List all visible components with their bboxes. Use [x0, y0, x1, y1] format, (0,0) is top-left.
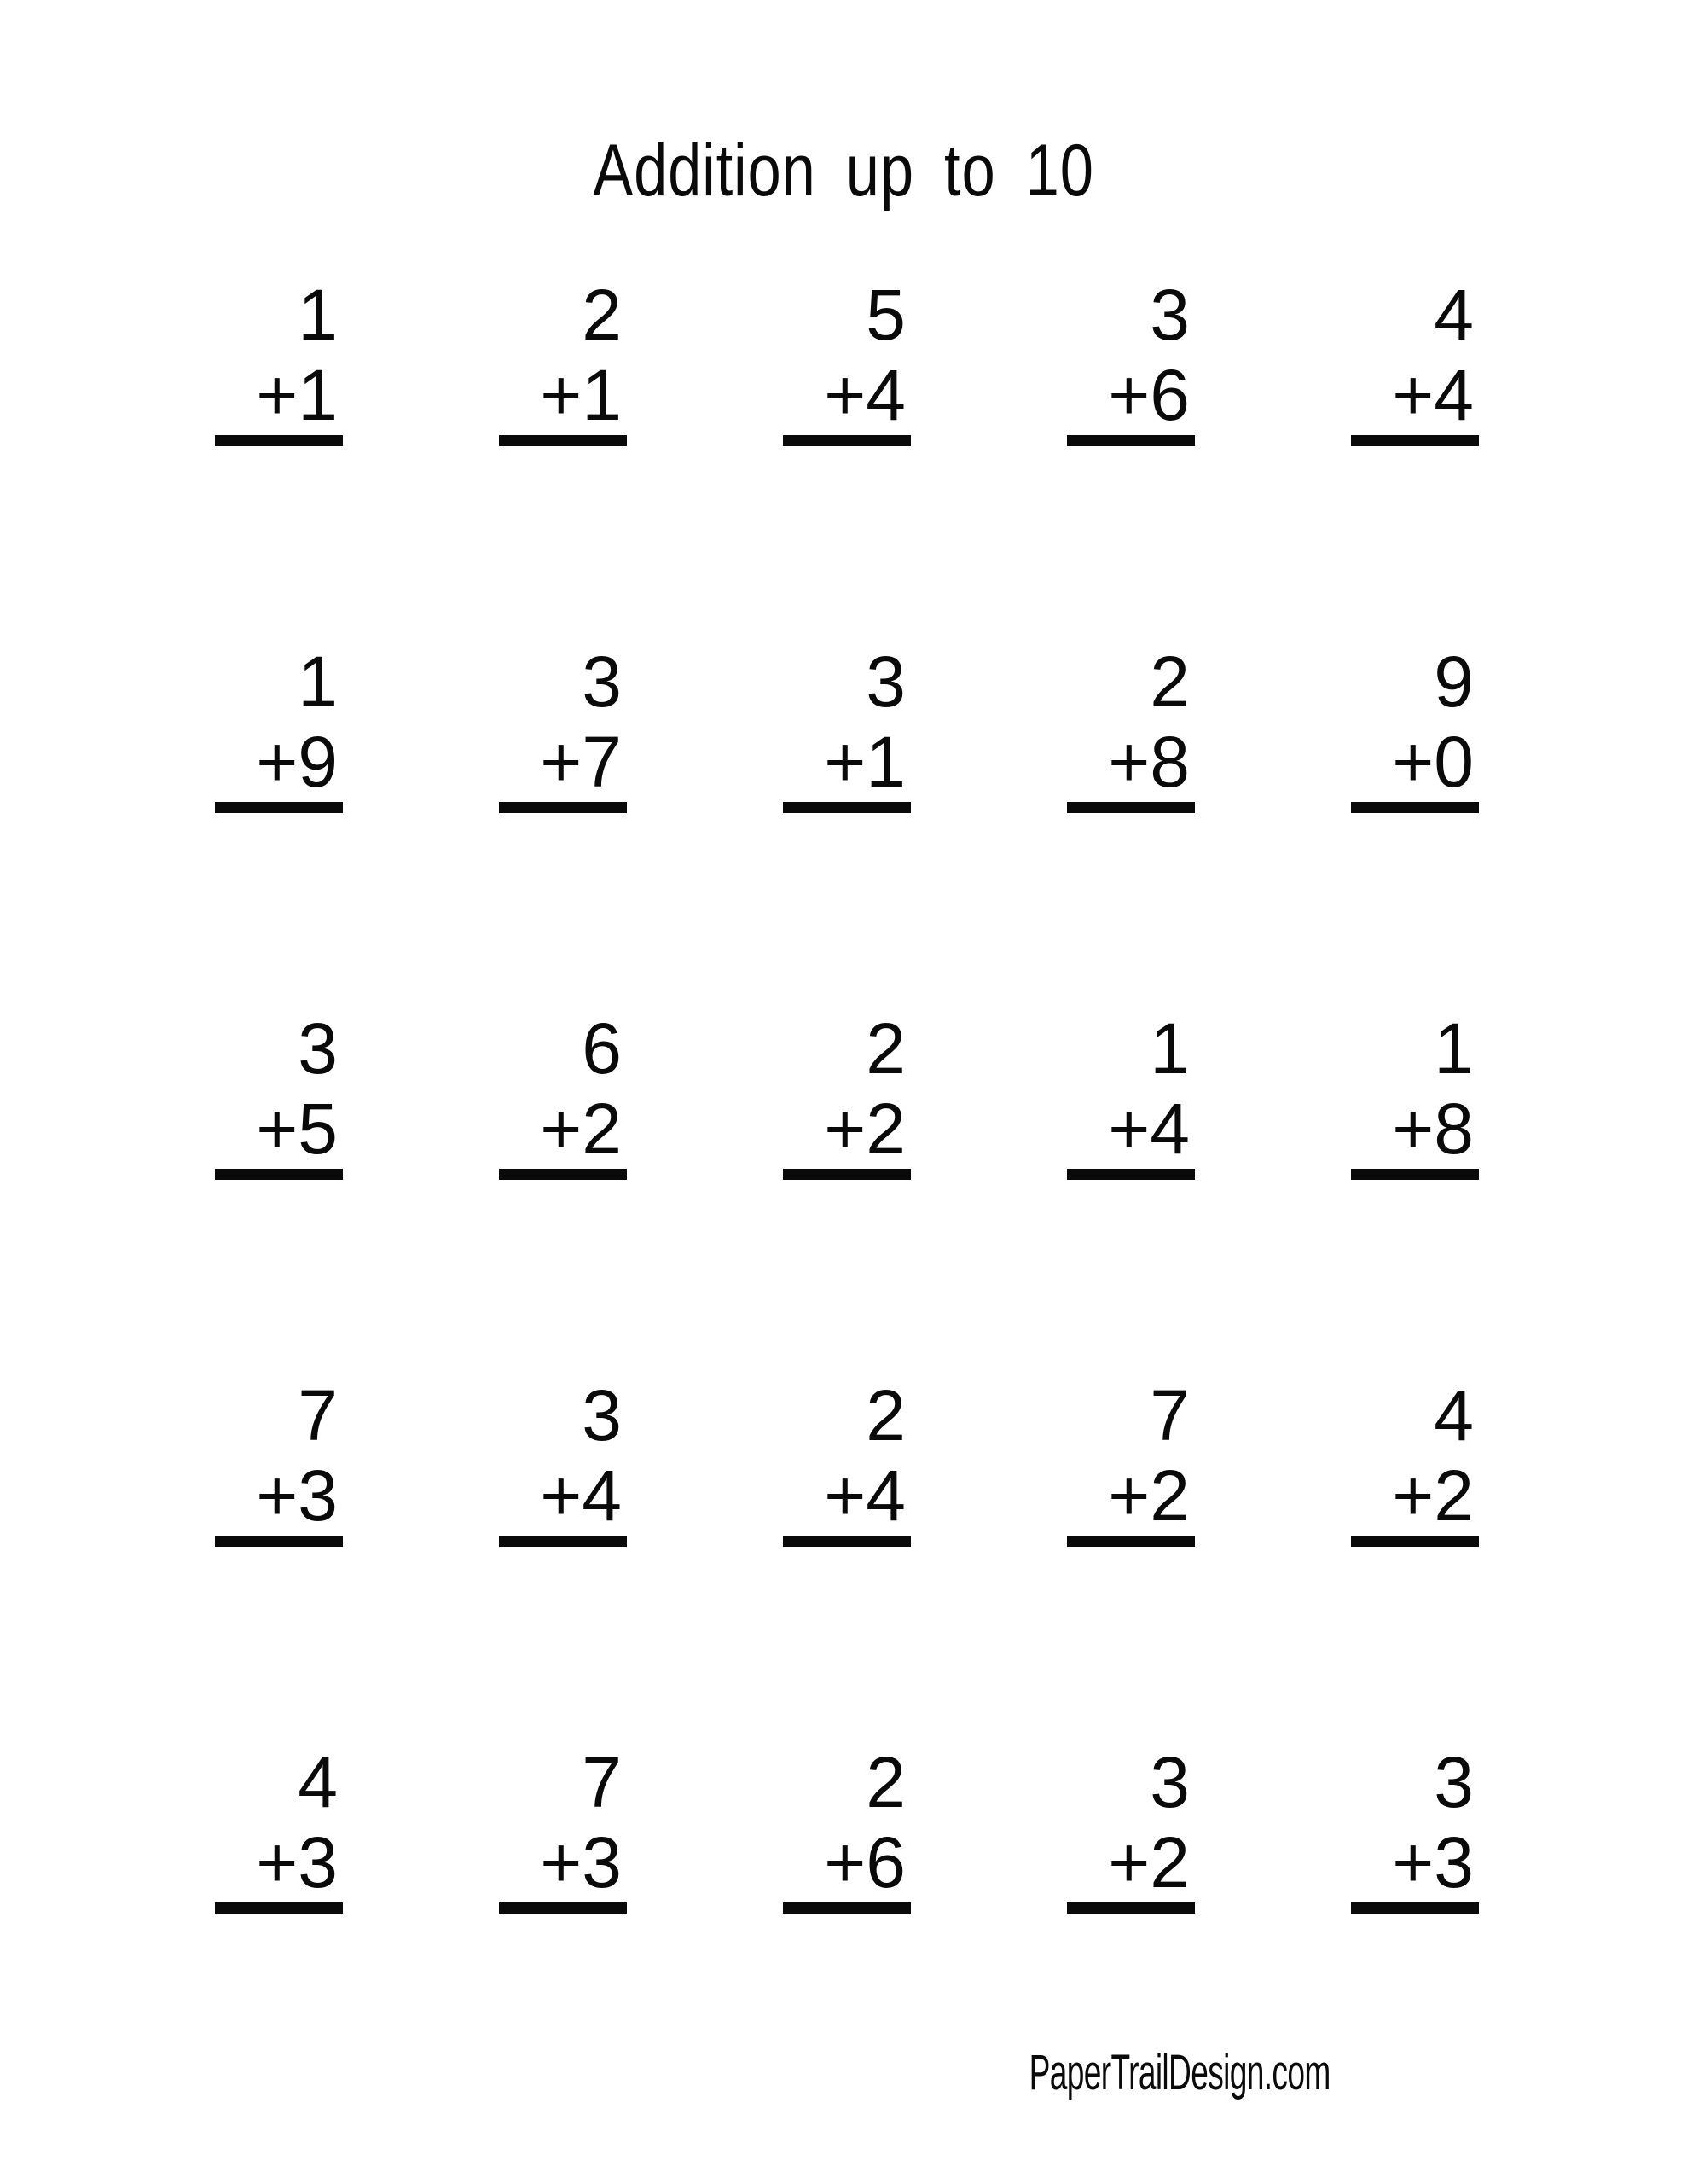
bottom-addend: +2 — [1392, 1455, 1474, 1536]
top-addend: 2 — [866, 1008, 906, 1089]
top-addend: 3 — [298, 1008, 338, 1089]
bottom-addend: +3 — [1392, 1822, 1474, 1902]
bottom-addend: +4 — [1392, 355, 1474, 435]
addition-problem — [499, 1742, 627, 1914]
worksheet-title: Addition up to 10 — [593, 130, 1094, 212]
problems-grid — [215, 275, 1479, 1914]
bottom-addend: +4 — [824, 1455, 906, 1536]
top-addend: 7 — [1150, 1375, 1190, 1455]
addition-problem — [499, 275, 627, 446]
top-addend: 7 — [582, 1742, 622, 1822]
top-addend: 3 — [582, 642, 622, 722]
bottom-addend: +4 — [824, 355, 906, 435]
top-addend: 4 — [1434, 275, 1474, 355]
addition-problem — [215, 1375, 343, 1547]
addition-problem — [783, 1375, 911, 1547]
bottom-addend: +2 — [1108, 1455, 1190, 1536]
addition-problem — [499, 1008, 627, 1180]
top-addend: 3 — [1150, 1742, 1190, 1822]
addition-problem — [1351, 1742, 1479, 1914]
top-addend: 3 — [582, 1375, 622, 1455]
bottom-addend: +2 — [540, 1089, 622, 1169]
top-addend: 7 — [298, 1375, 338, 1455]
bottom-addend: +2 — [1108, 1822, 1190, 1902]
top-addend: 9 — [1434, 642, 1474, 722]
bottom-addend: +3 — [256, 1455, 338, 1536]
addition-problem — [1067, 1375, 1195, 1547]
bottom-addend: +3 — [540, 1822, 622, 1902]
top-addend: 1 — [1150, 1008, 1190, 1089]
top-addend: 1 — [298, 642, 338, 722]
top-addend: 4 — [1434, 1375, 1474, 1455]
addition-problem — [1351, 275, 1479, 446]
addition-problem — [783, 275, 911, 446]
top-addend: 5 — [866, 275, 906, 355]
bottom-addend: +7 — [540, 722, 622, 802]
addition-problem — [499, 642, 627, 813]
addition-problem — [215, 275, 343, 446]
top-addend: 1 — [298, 275, 338, 355]
bottom-addend: +4 — [1108, 1089, 1190, 1169]
addition-problem — [1067, 642, 1195, 813]
bottom-addend: +5 — [256, 1089, 338, 1169]
addition-problem — [1067, 1742, 1195, 1914]
bottom-addend: +1 — [256, 355, 338, 435]
bottom-addend: +8 — [1108, 722, 1190, 802]
top-addend: 2 — [866, 1375, 906, 1455]
bottom-addend: +0 — [1392, 722, 1474, 802]
addition-problem — [215, 1742, 343, 1914]
bottom-addend: +3 — [256, 1822, 338, 1902]
addition-problem — [499, 1375, 627, 1547]
bottom-addend: +1 — [824, 722, 906, 802]
addition-problem — [783, 1008, 911, 1180]
bottom-addend: +9 — [256, 722, 338, 802]
addition-problem — [1351, 1008, 1479, 1180]
top-addend: 2 — [866, 1742, 906, 1822]
addition-problem — [1351, 642, 1479, 813]
top-addend: 3 — [1434, 1742, 1474, 1822]
addition-problem — [783, 642, 911, 813]
top-addend: 6 — [582, 1008, 622, 1089]
addition-problem — [783, 1742, 911, 1914]
top-addend: 3 — [1150, 275, 1190, 355]
top-addend: 3 — [866, 642, 906, 722]
bottom-addend: +2 — [824, 1089, 906, 1169]
addition-problem — [215, 642, 343, 813]
top-addend: 1 — [1434, 1008, 1474, 1089]
addition-problem — [1351, 1375, 1479, 1547]
addition-problem — [1067, 1008, 1195, 1180]
top-addend: 4 — [298, 1742, 338, 1822]
addition-problem — [215, 1008, 343, 1180]
bottom-addend: +6 — [1108, 355, 1190, 435]
bottom-addend: +8 — [1392, 1089, 1474, 1169]
footer-credit: PaperTrailDesign.com — [1029, 2045, 1330, 2100]
bottom-addend: +6 — [824, 1822, 906, 1902]
bottom-addend: +1 — [540, 355, 622, 435]
addition-problem — [1067, 275, 1195, 446]
bottom-addend: +4 — [540, 1455, 622, 1536]
top-addend: 2 — [582, 275, 622, 355]
top-addend: 2 — [1150, 642, 1190, 722]
